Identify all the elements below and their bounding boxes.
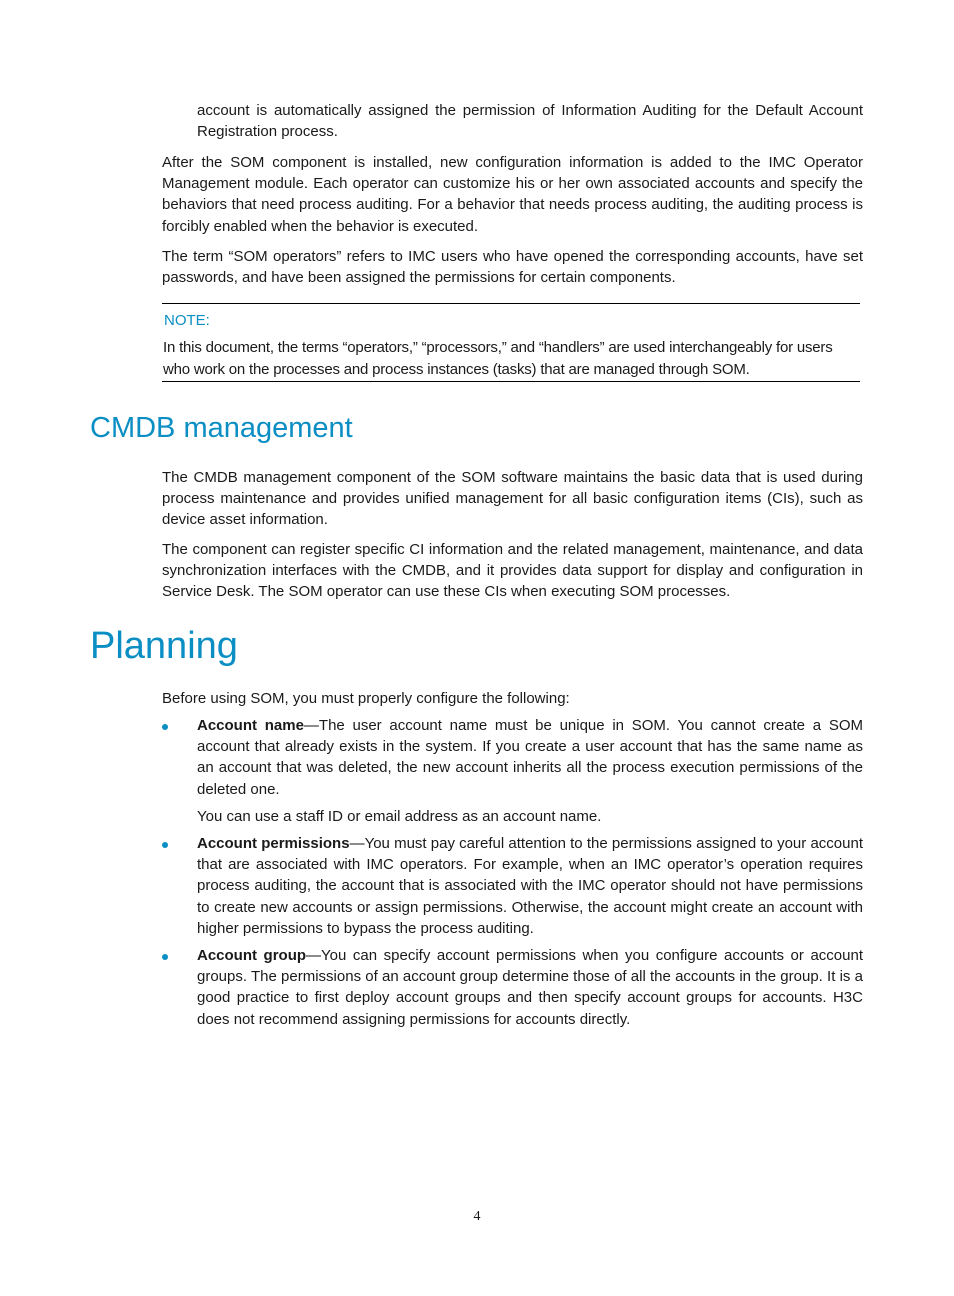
note-label: NOTE:: [164, 312, 210, 329]
term-account-group: Account group: [197, 947, 307, 964]
term-account-permissions: Account permissions: [197, 835, 350, 852]
bullet-marker: [162, 954, 168, 960]
desc-account-name: —The user account name must be unique in SOM. You cannot create a SOM account that already exists in the system. If you create a user account that has the same name as an account that was deleted, the new account inherits all the process execution permissions of the deleted one.: [197, 717, 863, 798]
cmdb-paragraph-2: The component can register specific CI information and the related management, maintenance, and data synchronization interfaces with the CMDB, and it provides data support for display and configuration in Service Desk. The SOM operator can use these CIs when executing SOM processes.: [162, 541, 863, 601]
bullet-marker: [162, 724, 168, 730]
intro-paragraph-2: The term “SOM operators” refers to IMC users who have opened the corresponding accounts, have set passwords, and have been assigned the permissions for certain components.: [162, 248, 863, 287]
note-text: In this document, the terms “operators,” “processors,” and “handlers” are used interchangeably for users who work on the processes and process instances (tasks) that are managed through SOM.: [163, 339, 833, 378]
intro-paragraph-1: After the SOM component is installed, new configuration information is added to the IMC Operator Management module. Each operator can customize his or her own associated accounts and specify the behaviors that need process auditing. For a behavior that needs process auditing, the auditing process is forcibly enabled when the behavior is executed.: [162, 154, 863, 235]
heading-planning: Planning: [90, 625, 238, 667]
bullet-marker: [162, 842, 168, 848]
heading-cmdb-management: CMDB management: [90, 412, 353, 444]
list-item-account-permissions: [197, 833, 863, 939]
desc-account-permissions: —You must pay careful attention to the permissions assigned to your account that are associated with IMC operators. For example, when an IMC operator’s operation requires process auditing, the account that is associated with the IMC operator should not have permissions to create new accounts or assign permissions. Otherwise, the account might create an account with higher permissions to bypass the process auditing.: [197, 835, 863, 937]
account-name-note: You can use a staff ID or email address as an account name.: [197, 808, 602, 825]
term-account-name: Account name: [197, 717, 304, 734]
note-box: [162, 303, 860, 382]
continuation-paragraph: account is automatically assigned the permission of Information Auditing for the Default Account Registration process.: [197, 102, 863, 141]
list-item-account-name: [197, 715, 863, 800]
list-item-account-group: [197, 945, 863, 1030]
page-number: 4: [473, 1209, 481, 1224]
cmdb-paragraph-1: The CMDB management component of the SOM software maintains the basic data that is used during process maintenance and provides unified management for all basic configuration items (CIs), such as device asset information.: [162, 469, 863, 529]
desc-account-group: —You can specify account permissions when you configure accounts or account groups. The permissions of an account group determine those of all the accounts in the group. It is a good practice to first deploy account groups and then specify account groups for accounts. H3C does not recommend assigning permissions for accounts directly.: [197, 947, 863, 1028]
planning-intro: Before using SOM, you must properly configure the following:: [162, 690, 570, 707]
